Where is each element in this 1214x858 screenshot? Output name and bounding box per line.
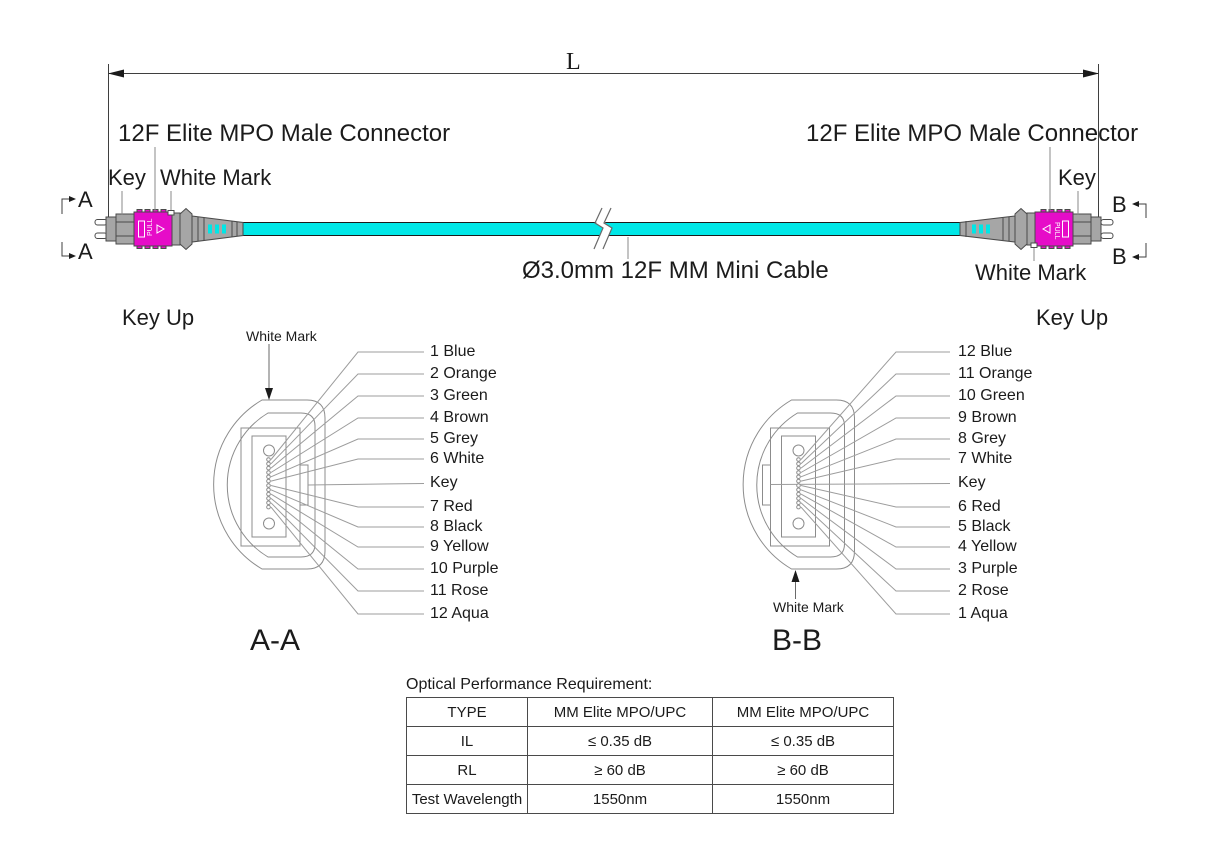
key-label-right: Key xyxy=(1058,165,1096,190)
key-up-label-right: Key Up xyxy=(1036,305,1109,330)
table-cell: 1550nm xyxy=(713,785,894,814)
white-mark-tick xyxy=(1031,243,1037,248)
dimension-arrow-right-icon xyxy=(1083,70,1099,78)
white-mark-label-bb: White Mark xyxy=(773,599,844,615)
key-feature xyxy=(763,465,771,505)
fiber-label: Key xyxy=(430,474,458,491)
section-arrow-icon xyxy=(69,253,76,259)
fiber-label: 4 Brown xyxy=(430,409,489,426)
left-connector-drawing xyxy=(95,209,243,250)
fiber-label: 2 Rose xyxy=(958,582,1009,599)
cable-label: Ø3.0mm 12F MM Mini Cable xyxy=(522,257,829,284)
table-cell: MM Elite MPO/UPC xyxy=(713,698,894,727)
table-cell: ≥ 60 dB xyxy=(528,756,713,785)
section-a-fiber-dots xyxy=(267,458,271,509)
dimension-label: L xyxy=(566,49,581,75)
table-row xyxy=(407,756,894,785)
table-cell: ≥ 60 dB xyxy=(713,756,894,785)
fiber-label: 4 Yellow xyxy=(958,538,1017,555)
section-b-title: B-B xyxy=(772,624,823,657)
section-arrow-icon xyxy=(1132,201,1139,207)
fiber-label: 1 Blue xyxy=(430,343,476,360)
fiber-label: 5 Grey xyxy=(430,430,479,447)
table-cell: ≤ 0.35 dB xyxy=(528,727,713,756)
fiber-label: 10 Green xyxy=(958,387,1025,404)
white-mark-label-left: White Mark xyxy=(160,165,272,190)
section-marker-a xyxy=(62,199,71,256)
pull-text: PULL xyxy=(147,218,154,236)
section-letter-b-bottom: B xyxy=(1112,244,1127,269)
fiber-label: 6 White xyxy=(430,450,485,467)
table-cell: 1550nm xyxy=(528,785,713,814)
table-cell: TYPE xyxy=(407,698,528,727)
fiber-label: 10 Purple xyxy=(430,560,499,577)
section-letter-a-top: A xyxy=(78,187,93,212)
key-up-label-left: Key Up xyxy=(122,305,195,330)
table-row xyxy=(407,727,894,756)
fiber-label: 9 Brown xyxy=(958,409,1017,426)
fiber-label: 11 Rose xyxy=(430,582,489,599)
fiber-label: 12 Aqua xyxy=(430,605,489,622)
section-arrow-icon xyxy=(1132,254,1139,260)
performance-table xyxy=(406,697,894,814)
connector-label-left: 12F Elite MPO Male Connector xyxy=(118,120,451,147)
section-letter-a-bottom: A xyxy=(78,239,93,264)
section-arrow-icon xyxy=(69,196,76,202)
section-marker-b xyxy=(1137,204,1146,257)
key-label-left: Key xyxy=(108,165,146,190)
fiber-label: 11 Orange xyxy=(958,365,1033,382)
fiber-label: 1 Aqua xyxy=(958,605,1008,622)
white-mark-arrow-icon xyxy=(792,570,800,582)
dimension-arrow-left-icon xyxy=(108,70,124,78)
white-mark-label-right: White Mark xyxy=(975,260,1087,285)
fiber-label: 9 Yellow xyxy=(430,538,489,555)
fiber-label: 3 Green xyxy=(430,387,488,404)
fiber-label: Key xyxy=(958,474,986,491)
table-cell: RL xyxy=(407,756,528,785)
table-row xyxy=(407,698,894,727)
fiber-label: 7 White xyxy=(958,450,1013,467)
section-b-fiber-dots xyxy=(797,458,801,509)
section-a-fan-lines xyxy=(271,352,424,614)
connector-label-right: 12F Elite MPO Male Connector xyxy=(806,120,1139,147)
table-cell: ≤ 0.35 dB xyxy=(713,727,894,756)
table-cell: Test Wavelength xyxy=(407,785,528,814)
fiber-label: 2 Orange xyxy=(430,365,497,382)
table-row xyxy=(407,785,894,814)
pull-text: PULL xyxy=(1053,222,1060,240)
white-mark-tick xyxy=(168,211,174,216)
white-mark-arrow-icon xyxy=(265,388,273,400)
fiber-label: 5 Black xyxy=(958,518,1011,535)
table-cell: IL xyxy=(407,727,528,756)
fiber-label: 3 Purple xyxy=(958,560,1018,577)
fiber-label: 6 Red xyxy=(958,498,1001,515)
white-mark-label-aa: White Mark xyxy=(246,328,317,344)
right-connector-drawing xyxy=(960,209,1113,250)
section-a-title: A-A xyxy=(250,624,301,657)
fiber-label: 12 Blue xyxy=(958,343,1013,360)
table-cell: MM Elite MPO/UPC xyxy=(528,698,713,727)
section-letter-b-top: B xyxy=(1112,192,1127,217)
performance-table-title: Optical Performance Requirement: xyxy=(406,676,653,693)
fiber-label: 7 Red xyxy=(430,498,473,515)
fiber-label: 8 Black xyxy=(430,518,483,535)
fiber-label: 8 Grey xyxy=(958,430,1007,447)
key-feature xyxy=(300,465,308,505)
